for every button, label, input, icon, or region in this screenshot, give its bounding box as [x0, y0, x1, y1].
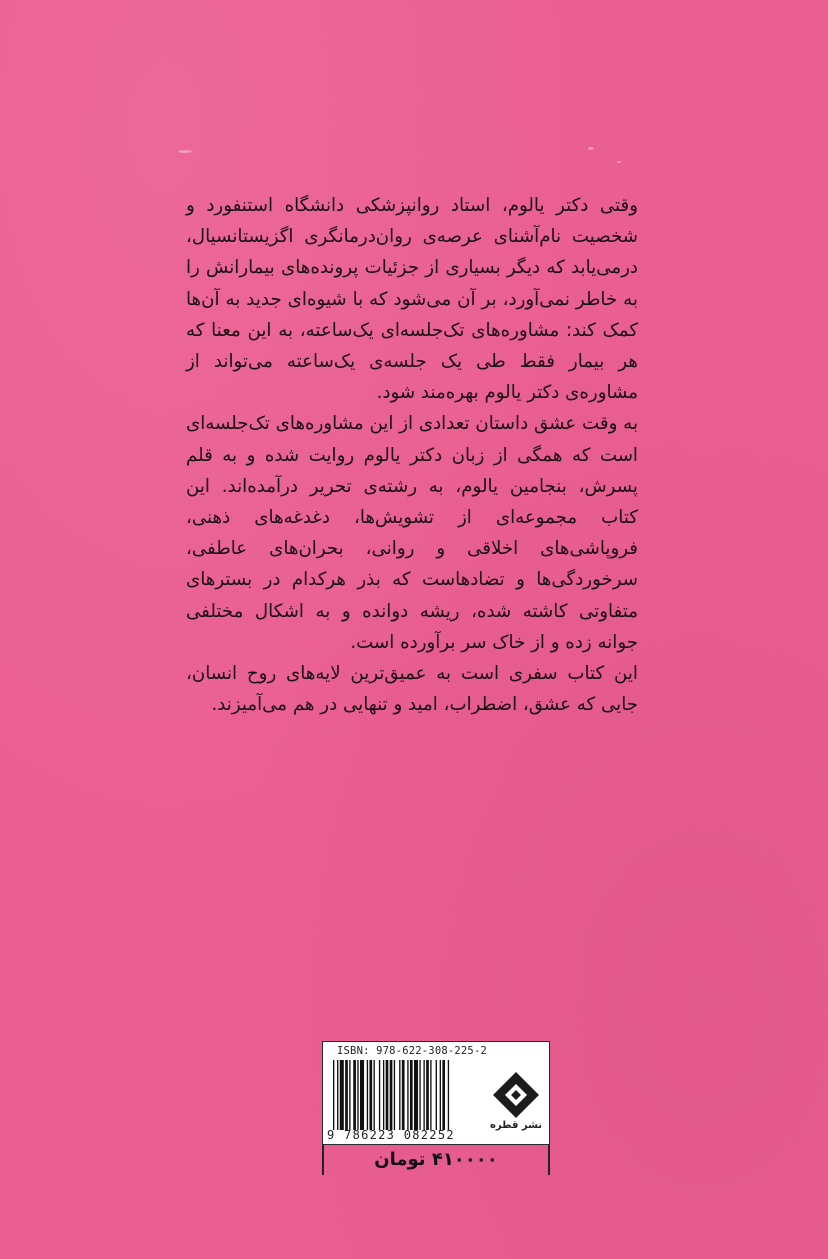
barcode-stripe — [379, 1060, 380, 1130]
barcode-stripe — [369, 1060, 372, 1130]
barcode-stripe — [367, 1060, 368, 1130]
barcode-stripe — [448, 1060, 449, 1130]
barcode-stripe — [436, 1060, 437, 1130]
barcode-stripe — [426, 1060, 429, 1130]
blurb-paragraph-3: این کتاب سفری است به عمیق‌ترین لایه‌های روح انسان، جایی که عشق، اضطراب، امید و تنهایی در هم می‌آمیزند. — [186, 663, 638, 716]
blurb-paragraph-2: به وقت عشق داستان تعدادی از این مشاوره‌های تک‌جلسه‌ای است که همگی از زبان دکتر یالوم روایت شده و به قلم پسرش، بنجامین یالوم، به رشته‌ی تحریر درآمده‌اند. این کتاب مجموعه‌ای از تشویش‌ها، دغدغه‌های ذهنی، فروپاشی‌های اخلاقی و روانی، بحران‌های عاطفی، سرخوردگی‌ها و تضادهاست که بذر هرکدام در بسترهای متفاوتی کاشته شده، ریشه دوانده و به اشکال مختلفی جوانه زده و از خاک سر برآورده است. — [186, 413, 638, 653]
barcode-stripe — [345, 1060, 348, 1130]
barcode-stripe — [430, 1060, 431, 1130]
paper-speck — [617, 161, 621, 163]
barcode-stripe — [374, 1060, 375, 1130]
barcode-bars — [333, 1060, 485, 1130]
publisher-name: نشر قطره — [489, 1120, 543, 1131]
isbn-label: ISBN: 978-622-308-225-2 — [337, 1045, 487, 1057]
barcode-stripe — [414, 1060, 418, 1130]
barcode-stripe — [399, 1060, 400, 1130]
barcode-stripe — [442, 1060, 445, 1130]
price-label: ۴۱۰۰۰۰ تومان — [322, 1145, 550, 1175]
barcode-stripe — [340, 1060, 344, 1130]
paper-speck — [588, 147, 594, 150]
barcode-digits: 9 786223 082252 — [327, 1128, 455, 1142]
barcode-stripe — [419, 1060, 420, 1130]
barcode-stripe — [383, 1060, 384, 1130]
barcode-stripe — [349, 1060, 350, 1130]
barcode-stripe — [410, 1060, 413, 1130]
blurb-paragraph-1: وقتی دکتر یالوم، استاد روانپزشکی دانشگاه استنفورد و شخصیت نام‌آشنای عرصه‌ی روان‌درمانگری اگزیستانسیال، درمی‌یابد که دیگر بسیاری از جزئیات پرونده‌های بیمارانش را به خاطر نمی‌آورد، بر آن می‌شود که با شیوه‌ای جدید به آن‌ها کمک کند: مشاوره‌های تک‌جلسه‌ای یک‌ساعته، به این معنا که هر بیمار فقط طی یک جلسه‌ی یک‌ساعته می‌تواند از مشاوره‌ی دکتر یالوم بهره‌مند شود. — [186, 195, 638, 404]
barcode-stripe — [386, 1060, 389, 1130]
blurb-text — [186, 190, 638, 720]
barcode-stripe — [390, 1060, 393, 1130]
barcode-stripe — [360, 1060, 364, 1130]
barcode-box — [322, 1041, 550, 1145]
barcode-block — [322, 1041, 552, 1177]
barcode-stripe — [353, 1060, 356, 1130]
paper-speck — [178, 150, 192, 153]
barcode-stripe — [407, 1060, 408, 1130]
barcode-stripe — [423, 1060, 424, 1130]
barcode-stripe — [440, 1060, 441, 1130]
barcode-stripe — [394, 1060, 395, 1130]
barcode-stripe — [333, 1060, 334, 1130]
barcode-stripe — [357, 1060, 358, 1130]
barcode-stripe — [402, 1060, 405, 1130]
barcode-stripe — [337, 1060, 338, 1130]
